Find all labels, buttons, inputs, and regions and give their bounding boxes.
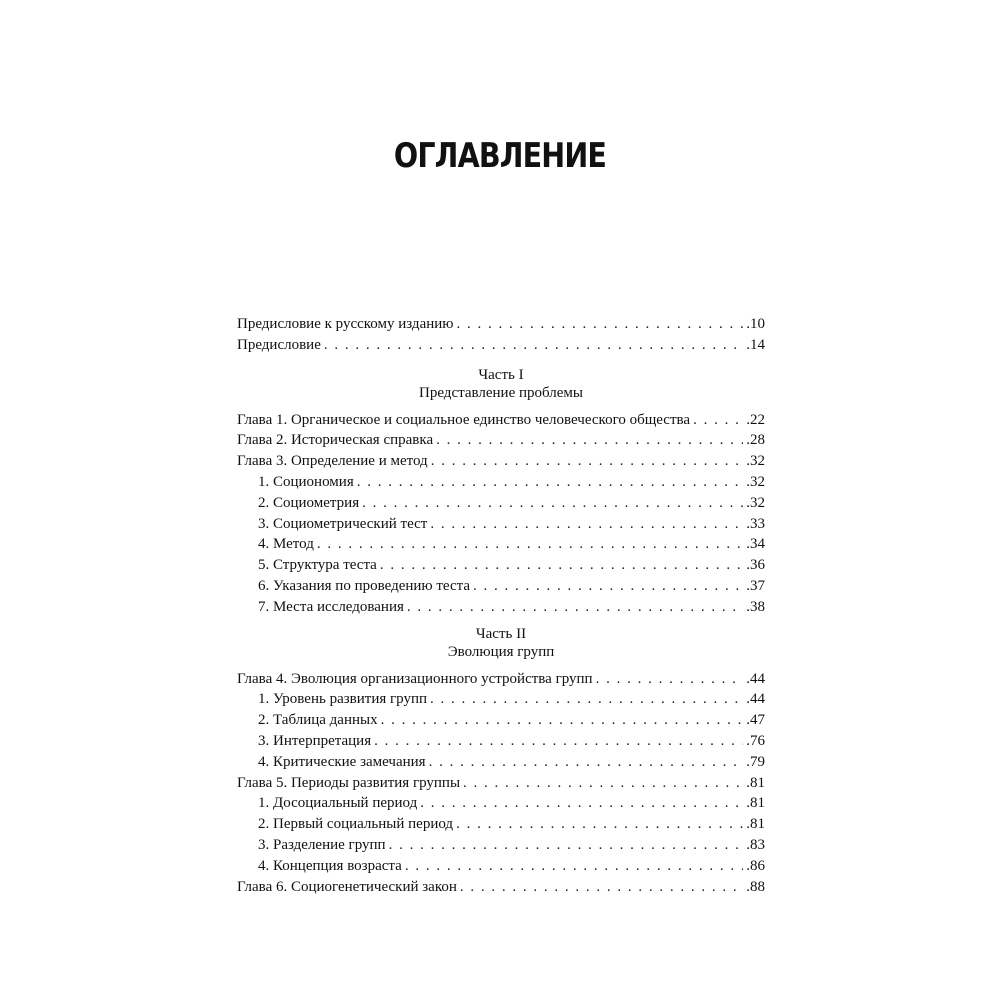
toc-entry-section: [237, 472, 765, 493]
toc-entry-section: [237, 493, 765, 514]
toc-entry-chapter-5: [237, 773, 765, 794]
dot-leader: [429, 752, 744, 773]
toc-page-number: . 32: [746, 493, 765, 514]
toc-entry-title: 7. Места исследования: [258, 598, 404, 615]
toc-entry-title: Предисловие: [237, 336, 321, 353]
dot-leader: [456, 814, 743, 835]
toc-entry-title: 3. Интерпретация: [258, 732, 372, 749]
toc-entry-title: Глава 2. Историческая справка: [237, 432, 434, 449]
toc-entry-title: 4. Метод: [258, 536, 314, 553]
toc-page-number: . 81: [746, 793, 765, 814]
part-heading-1: [237, 366, 765, 402]
toc-page-number: . 81: [746, 773, 765, 794]
toc-page-number: . 88: [746, 877, 765, 898]
toc-entry-title: 6. Указания по проведению теста: [258, 577, 471, 594]
toc-entry-title: 1. Уровень развития групп: [258, 691, 428, 708]
toc-entry-title: 2. Таблица данных: [258, 712, 378, 729]
dot-leader: [389, 835, 744, 856]
toc-entry-section: [237, 710, 765, 731]
dot-leader: [357, 472, 744, 493]
toc-page-number: . 47: [746, 710, 765, 731]
toc-entry-chapter-3: [237, 451, 765, 472]
table-of-contents: [237, 314, 765, 897]
toc-page-number: . 28: [746, 430, 765, 451]
toc-page-number: . 36: [746, 555, 765, 576]
dot-leader: [693, 410, 743, 431]
toc-entry-title: Глава 1. Органическое и социальное единство человеческого общества: [237, 411, 691, 428]
toc-entry-section: [237, 731, 765, 752]
toc-page-number: . 10: [746, 314, 765, 335]
toc-entry-title: 3. Разделение групп: [258, 836, 386, 853]
toc-entry-section: [237, 514, 765, 535]
toc-entry-chapter-2: [237, 430, 765, 451]
toc-entry-section: [237, 689, 765, 710]
toc-page-number: . 32: [746, 472, 765, 493]
toc-page-number: . 22: [746, 410, 765, 431]
dot-leader: [407, 597, 743, 618]
part-label: Часть II: [475, 625, 527, 642]
toc-entry-title: 3. Социометрический тест: [258, 515, 428, 532]
dot-leader: [436, 430, 743, 451]
toc-entry-title: Глава 4. Эволюция организационного устройства групп: [237, 670, 593, 687]
toc-entry-title: 4. Критические замечания: [258, 753, 426, 770]
dot-leader: [405, 856, 743, 877]
toc-entry-section: [237, 835, 765, 856]
dot-leader: [317, 534, 743, 555]
toc-entry-preface: [237, 335, 765, 356]
dot-leader: [460, 877, 743, 898]
dot-leader: [420, 793, 743, 814]
toc-page-number: . 14: [746, 335, 765, 356]
toc-page-number: . 81: [746, 814, 765, 835]
page-title: ОГЛАВЛЕНИЕ: [393, 136, 607, 176]
toc-page-number: . 33: [746, 514, 765, 535]
toc-entry-title: Глава 5. Периоды развития группы: [237, 774, 461, 791]
dot-leader: [362, 493, 743, 514]
toc-page-number: . 38: [746, 597, 765, 618]
toc-entry-title: 1. Досоциальный период: [258, 795, 418, 812]
toc-entry-title: 4. Концепция возраста: [258, 857, 402, 874]
toc-page-number: . 86: [746, 856, 765, 877]
toc-page-number: . 83: [746, 835, 765, 856]
toc-entry-title: Предисловие к русскому изданию: [237, 316, 454, 332]
toc-entry-chapter-1: [237, 410, 765, 431]
toc-page-number: . 37: [746, 576, 765, 597]
dot-leader: [380, 555, 743, 576]
toc-page-number: . 32: [746, 451, 765, 472]
toc-entry-section: [237, 576, 765, 597]
dot-leader: [381, 710, 744, 731]
toc-entry-preface-russian: [237, 314, 765, 335]
toc-entry-chapter-6: [237, 877, 765, 898]
dot-leader: [430, 514, 743, 535]
toc-entry-title: 2. Первый социальный период: [258, 816, 454, 833]
toc-entry-title: Глава 3. Определение и метод: [237, 453, 428, 470]
toc-entry-title: Глава 6. Социогенетический закон: [237, 878, 457, 895]
part-name: Эволюция групп: [447, 643, 555, 660]
part-label: Часть I: [478, 366, 524, 383]
toc-entry-section: [237, 793, 765, 814]
toc-entry-section: [237, 597, 765, 618]
toc-entry-section: [237, 856, 765, 877]
part-heading-2: [237, 625, 765, 661]
toc-entry-title: 1. Социономия: [258, 473, 354, 490]
dot-leader: [473, 576, 743, 597]
toc-page-number: . 44: [746, 669, 765, 690]
toc-entry-title: 2. Социометрия: [258, 494, 360, 511]
toc-entry-chapter-4: [237, 669, 765, 690]
toc-entry-section: [237, 534, 765, 555]
toc-entry-section: [237, 814, 765, 835]
toc-entry-title: 5. Структура теста: [258, 557, 377, 574]
dot-leader: [463, 773, 743, 794]
toc-entry-section: [237, 555, 765, 576]
dot-leader: [324, 335, 743, 356]
dot-leader: [430, 689, 743, 710]
toc-page-number: . 76: [746, 731, 765, 752]
toc-page-number: . 44: [746, 689, 765, 710]
part-name: Представление проблемы: [419, 384, 583, 401]
dot-leader: [456, 314, 743, 335]
toc-page-number: . 79: [746, 752, 765, 773]
dot-leader: [431, 451, 744, 472]
dot-leader: [596, 669, 744, 690]
toc-entry-section: [237, 752, 765, 773]
dot-leader: [374, 731, 743, 752]
toc-page-number: . 34: [746, 534, 765, 555]
